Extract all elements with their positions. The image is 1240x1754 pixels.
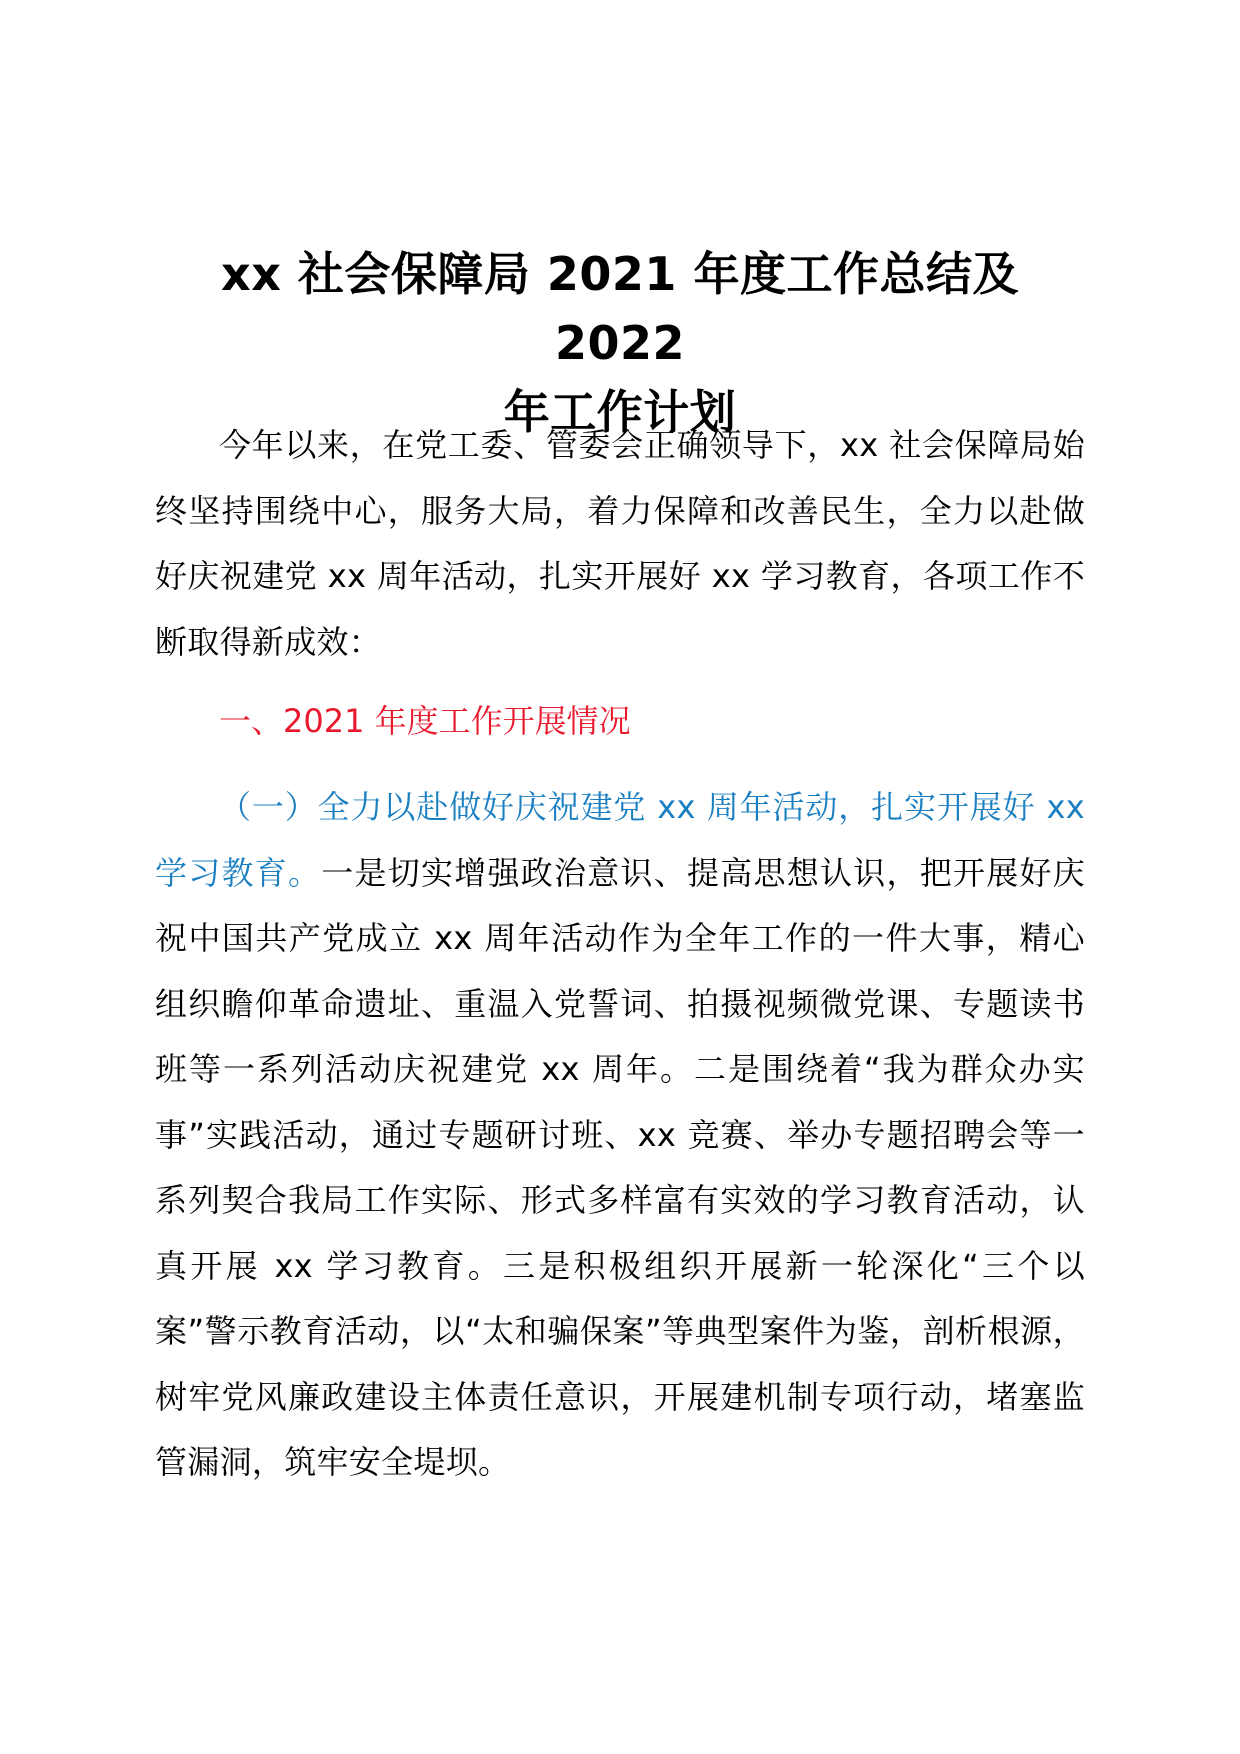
title-line-2: 年工作计划 bbox=[503, 385, 737, 439]
section-heading-1: 一、2021 年度工作开展情况 bbox=[219, 702, 631, 740]
subsection-body-1: 一是切实增强政治意识、提高思想认识，把开展好庆祝中国共产党成立 xx 周年活动作为全年工作的一件大事，精心组织瞻仰革命遗址、重温入党誓词、拍摄视频微党课、专题读书班等一系列活动庆祝建党 xx 周年。二是围绕着“我为群众办实事”实践活动，通过专题研讨班、xx 竞赛、举办专题招聘会等一系列契合我局工作实际、形式多样富有实效的学习教育活动，认真开展 xx 学习教育。三是积极组织开展新一轮深化“三个以案”警示教育活动，以“太和骗保案”等典型案件为鉴，剖析根源，树牢党风廉政建设主体责任意识，开展建机制专项行动，堵塞监管漏洞，筑牢安全堤坝。 bbox=[155, 853, 1085, 1481]
title-line-1: xx 社会保障局 2021 年度工作总结及 2022 bbox=[221, 247, 1019, 370]
intro-paragraph: 今年以来，在党工委、管委会正确领导下，xx 社会保障局始终坚持围绕中心，服务大局，着力保障和改善民生，全力以赴做好庆祝建党 xx 周年活动，扎实开展好 xx 学习教育，各项工作不断取得新成效： bbox=[155, 426, 1085, 661]
subsection-heading-1: （一）全力以赴做好庆祝建党 xx 周年活动，扎实开展好 xx 学习教育。 bbox=[155, 788, 1085, 892]
subsection-paragraph-1 bbox=[155, 775, 1085, 1496]
